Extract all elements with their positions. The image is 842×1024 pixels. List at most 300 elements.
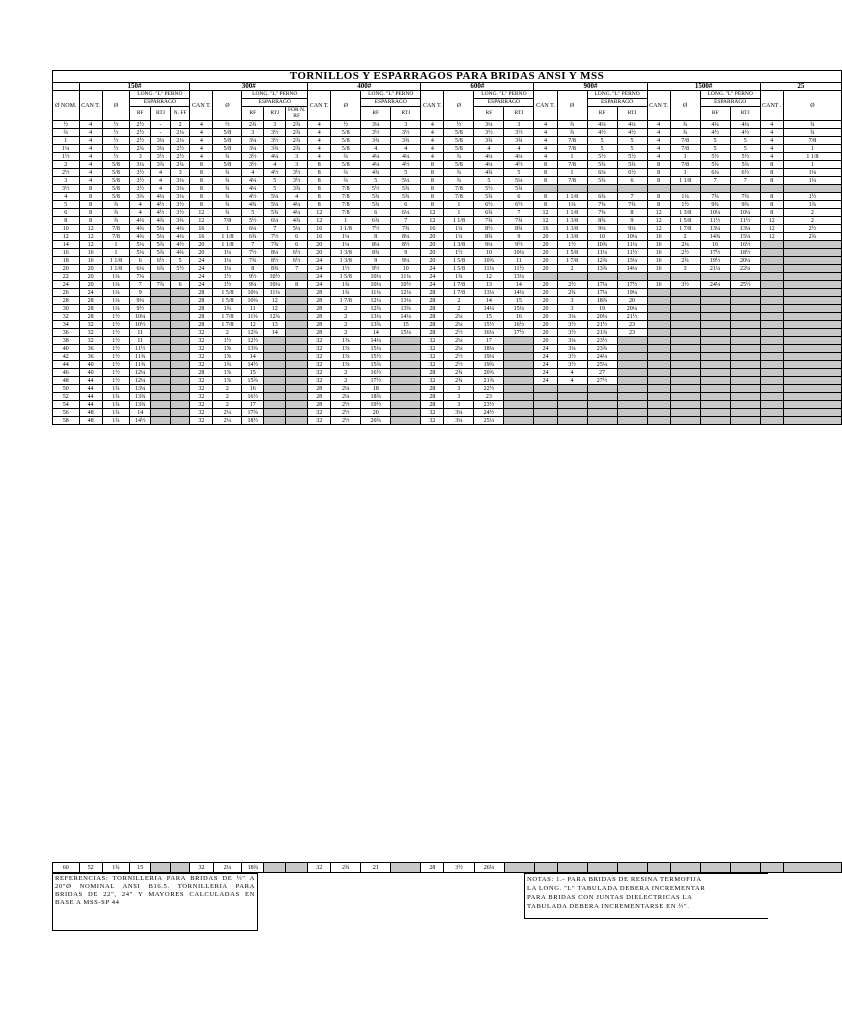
table-cell: 9 bbox=[130, 289, 151, 297]
class-2500-header: 25 bbox=[760, 83, 841, 91]
table-cell: 19½ bbox=[700, 257, 730, 265]
table-cell bbox=[617, 337, 647, 345]
table-cell: 10½ bbox=[264, 273, 286, 281]
stud-header: ESPARRAGO bbox=[361, 99, 421, 107]
table-cell bbox=[700, 377, 730, 385]
table-cell: 11¾ bbox=[130, 353, 151, 361]
table-cell bbox=[504, 361, 534, 369]
diameter-header: Ø bbox=[557, 91, 587, 121]
table-cell: 1½ bbox=[783, 193, 841, 201]
table-cell: 2½ bbox=[670, 249, 700, 257]
table-cell: 2½ bbox=[331, 401, 361, 409]
table-cell: 1½ bbox=[102, 353, 130, 361]
table-cell: 4¼ bbox=[504, 153, 534, 161]
table-cell: 4¾ bbox=[361, 169, 391, 177]
table-cell: 4¼ bbox=[391, 153, 421, 161]
table-cell: 17½ bbox=[700, 249, 730, 257]
table-cell bbox=[647, 337, 670, 345]
table-cell: 8 bbox=[421, 177, 444, 185]
table-cell bbox=[670, 329, 700, 337]
nominal-size-cell: 52 bbox=[53, 393, 80, 401]
table-cell: 28 bbox=[421, 329, 444, 337]
table-cell: 16 bbox=[308, 225, 331, 233]
table-cell: 4½ bbox=[151, 201, 171, 209]
nominal-size-cell: 46 bbox=[53, 369, 80, 377]
table-cell bbox=[670, 321, 700, 329]
table-cell: 1 1/8 bbox=[670, 177, 700, 185]
table-cell: 1 5/8 bbox=[557, 249, 587, 257]
table-cell: 4 bbox=[190, 129, 213, 137]
table-cell bbox=[783, 417, 841, 425]
table-cell: 10¼ bbox=[130, 313, 151, 321]
table-cell bbox=[504, 401, 534, 409]
table-cell: 9¼ bbox=[242, 281, 264, 289]
table-cell: 1½ bbox=[102, 369, 130, 377]
table-cell: 32 bbox=[79, 321, 102, 329]
table-cell: 4½ bbox=[730, 129, 760, 137]
nominal-size-cell: 40 bbox=[53, 345, 80, 353]
table-cell: 6 bbox=[286, 233, 308, 241]
table-cell: 28 bbox=[190, 305, 213, 313]
table-cell: 9¾ bbox=[700, 201, 730, 209]
table-title: TORNILLOS Y ESPARRAGOS PARA BRIDAS ANSI Y MSS bbox=[53, 71, 842, 83]
table-cell: 21½ bbox=[587, 321, 617, 329]
table-cell: 2¼ bbox=[213, 417, 242, 425]
table-cell: 20 bbox=[79, 273, 102, 281]
table-cell: 9 bbox=[391, 249, 421, 257]
table-cell: 2¼ bbox=[331, 393, 361, 401]
nominal-size-cell: 18 bbox=[53, 257, 80, 265]
table-cell: 3¼ bbox=[557, 345, 587, 353]
table-cell: 52 bbox=[79, 863, 102, 873]
table-cell bbox=[170, 289, 190, 297]
table-cell: 32 bbox=[190, 409, 213, 417]
table-cell: 32 bbox=[308, 417, 331, 425]
table-cell: 3¾ bbox=[504, 137, 534, 145]
table-cell: 5/8 bbox=[102, 177, 130, 185]
table-cell: 2½ bbox=[170, 145, 190, 153]
table-cell bbox=[557, 273, 587, 281]
nominal-size-cell: 16 bbox=[53, 249, 80, 257]
table-cell: 9½ bbox=[130, 305, 151, 313]
table-cell: 6¾ bbox=[151, 265, 171, 273]
table-row bbox=[53, 241, 842, 249]
table-cell: 6½ bbox=[151, 257, 171, 265]
table-cell: 3½ bbox=[557, 329, 587, 337]
table-cell: 3½ bbox=[130, 177, 151, 185]
table-cell bbox=[391, 369, 421, 377]
table-cell: 1 7/8 bbox=[557, 257, 587, 265]
table-cell: 10 bbox=[587, 233, 617, 241]
table-cell: 4½ bbox=[170, 241, 190, 249]
table-cell: 11¼ bbox=[587, 249, 617, 257]
table-cell: 2¾ bbox=[170, 161, 190, 169]
table-cell: 3 bbox=[170, 169, 190, 177]
table-cell: 1 bbox=[331, 217, 361, 225]
table-cell: 18¾ bbox=[587, 297, 617, 305]
table-cell: 1 bbox=[670, 153, 700, 161]
table-cell: 16 bbox=[242, 385, 264, 393]
table-cell bbox=[647, 361, 670, 369]
table-cell bbox=[647, 385, 670, 393]
stud-header: ESPARRAGO bbox=[700, 99, 760, 107]
class-400-header: 400# bbox=[308, 83, 421, 91]
table-cell: 1 7/8 bbox=[444, 281, 474, 289]
table-cell: 3 bbox=[264, 121, 286, 129]
table-cell: 4¼ bbox=[361, 153, 391, 161]
table-cell bbox=[700, 337, 730, 345]
table-cell: 20 bbox=[534, 281, 557, 289]
notes-box bbox=[524, 873, 768, 919]
table-cell bbox=[170, 329, 190, 337]
table-cell: 3 bbox=[286, 153, 308, 161]
table-cell: 5/8 bbox=[213, 129, 242, 137]
nominal-size-cell: 5 bbox=[53, 201, 80, 209]
table-cell: 12 bbox=[534, 217, 557, 225]
table-cell: 10¼ bbox=[242, 289, 264, 297]
table-row bbox=[53, 385, 842, 393]
table-cell: 2 bbox=[331, 321, 361, 329]
table-cell: 10¼ bbox=[617, 233, 647, 241]
table-cell: 4 bbox=[286, 193, 308, 201]
table-cell: 21½ bbox=[617, 313, 647, 321]
table-cell: 4 bbox=[190, 137, 213, 145]
table-cell: 11¼ bbox=[474, 265, 504, 273]
table-cell bbox=[783, 409, 841, 417]
table-cell: 12 bbox=[242, 321, 264, 329]
table-cell bbox=[170, 273, 190, 281]
table-cell: 3½ bbox=[444, 863, 474, 873]
table-cell: 32 bbox=[421, 377, 444, 385]
table-cell: 12¼ bbox=[391, 289, 421, 297]
table-cell: 17½ bbox=[361, 377, 391, 385]
table-cell bbox=[170, 401, 190, 409]
table-cell: ¾ bbox=[213, 193, 242, 201]
table-cell: 6½ bbox=[474, 201, 504, 209]
nominal-size-cell: 6 bbox=[53, 209, 80, 217]
table-cell bbox=[617, 185, 647, 193]
table-cell bbox=[700, 305, 730, 313]
table-cell: 3¼ bbox=[170, 193, 190, 201]
table-cell: ¾ bbox=[557, 121, 587, 129]
nominal-size-cell: 60 bbox=[53, 863, 80, 873]
nominal-size-cell: 10 bbox=[53, 225, 80, 233]
table-cell: 6¼ bbox=[391, 209, 421, 217]
class-1500-header: 1500# bbox=[647, 83, 760, 91]
table-cell: ¾ bbox=[331, 177, 361, 185]
table-cell: 7¾ bbox=[587, 201, 617, 209]
table-cell bbox=[760, 313, 783, 321]
table-row bbox=[53, 273, 842, 281]
table-cell: 4 bbox=[557, 369, 587, 377]
table-cell: 1¼ bbox=[670, 193, 700, 201]
table-row bbox=[53, 201, 842, 209]
table-cell: 5¼ bbox=[264, 193, 286, 201]
table-cell: 1 bbox=[557, 169, 587, 177]
table-cell: 3½ bbox=[557, 361, 587, 369]
table-cell: 1 3/8 bbox=[557, 225, 587, 233]
table-cell bbox=[730, 321, 760, 329]
forn-rf-header: FOR N. RF bbox=[286, 107, 308, 121]
table-cell bbox=[670, 337, 700, 345]
table-cell: 23 bbox=[617, 329, 647, 337]
table-cell: 3½ bbox=[242, 153, 264, 161]
table-cell: 24 bbox=[190, 257, 213, 265]
nominal-size-cell: 2½ bbox=[53, 169, 80, 177]
table-cell: 1⅝ bbox=[331, 337, 361, 345]
table-cell: 2¼ bbox=[670, 241, 700, 249]
table-cell: 11¼ bbox=[264, 289, 286, 297]
table-cell: 4½ bbox=[264, 169, 286, 177]
stud-header: ESPARRAGO bbox=[242, 99, 308, 107]
table-cell: 4 bbox=[151, 169, 171, 177]
nominal-size-cell: 3½ bbox=[53, 185, 80, 193]
table-cell: 12¼ bbox=[130, 369, 151, 377]
nominal-size-cell: 1½ bbox=[53, 153, 80, 161]
table-cell: 3½ bbox=[286, 177, 308, 185]
table-cell: 6 bbox=[617, 177, 647, 185]
table-cell: 5¾ bbox=[151, 249, 171, 257]
length-header: LONG. "L" PERNO bbox=[587, 91, 647, 99]
table-cell: 12 bbox=[421, 209, 444, 217]
table-cell: 1½ bbox=[102, 345, 130, 353]
table-cell: 1 3/8 bbox=[331, 249, 361, 257]
nominal-size-cell: 32 bbox=[53, 313, 80, 321]
table-cell: 12¼ bbox=[361, 297, 391, 305]
table-row bbox=[53, 361, 842, 369]
qty-header: CAN T. bbox=[534, 91, 557, 121]
table-cell bbox=[647, 369, 670, 377]
table-cell: 6 bbox=[361, 209, 391, 217]
table-cell bbox=[760, 369, 783, 377]
table-cell: 4 bbox=[190, 145, 213, 153]
table-cell: 8 bbox=[190, 193, 213, 201]
table-cell bbox=[647, 305, 670, 313]
table-cell: 24½ bbox=[474, 409, 504, 417]
table-cell bbox=[670, 289, 700, 297]
table-cell bbox=[783, 321, 841, 329]
table-cell: 2 bbox=[444, 297, 474, 305]
table-cell: 7/8 bbox=[331, 209, 361, 217]
table-cell: 28 bbox=[308, 289, 331, 297]
table-cell bbox=[391, 385, 421, 393]
table-cell: 1¾ bbox=[102, 393, 130, 401]
table-body bbox=[53, 121, 842, 425]
table-cell: 28 bbox=[421, 393, 444, 401]
table-cell bbox=[670, 361, 700, 369]
table-cell: 4½ bbox=[504, 161, 534, 169]
table-cell bbox=[760, 241, 783, 249]
table-cell: 26¼ bbox=[474, 863, 504, 873]
table-cell: 15 bbox=[391, 321, 421, 329]
nominal-size-cell: 2 bbox=[53, 161, 80, 169]
table-cell: 6¼ bbox=[242, 225, 264, 233]
table-cell bbox=[783, 337, 841, 345]
table-cell: 24 bbox=[308, 273, 331, 281]
table-cell bbox=[760, 353, 783, 361]
table-row bbox=[53, 369, 842, 377]
table-cell: 7/8 bbox=[670, 161, 700, 169]
table-cell: 20 bbox=[79, 265, 102, 273]
table-cell: 5½ bbox=[587, 153, 617, 161]
table-cell: 4 bbox=[308, 121, 331, 129]
table-cell: 8 bbox=[308, 169, 331, 177]
table-cell: ¾ bbox=[670, 129, 700, 137]
nominal-diameter-header: Ø NOM. bbox=[53, 91, 80, 121]
table-cell: 6½ bbox=[730, 169, 760, 177]
rtj-header: RTJ bbox=[264, 107, 286, 121]
table-cell: 8 bbox=[617, 209, 647, 217]
table-cell: 20 bbox=[534, 249, 557, 257]
table-cell: 3½ bbox=[151, 153, 171, 161]
table-cell: 5¼ bbox=[264, 201, 286, 209]
table-cell: 28 bbox=[190, 321, 213, 329]
table-cell: 1 1/8 bbox=[213, 241, 242, 249]
table-cell bbox=[170, 863, 190, 873]
table-cell bbox=[587, 385, 617, 393]
table-cell: 4 bbox=[79, 177, 102, 185]
table-cell: 9¼ bbox=[474, 241, 504, 249]
notes-line: NOTAS: 1.- PARA BRIDAS DE RESINA TERMOFIJA bbox=[527, 876, 702, 883]
table-cell: 8¾ bbox=[587, 217, 617, 225]
table-cell: 5¼ bbox=[391, 177, 421, 185]
table-cell: 13¼ bbox=[474, 289, 504, 297]
table-cell bbox=[264, 863, 286, 873]
table-cell: 5½ bbox=[242, 217, 264, 225]
table-cell: 14 bbox=[264, 329, 286, 337]
table-row bbox=[53, 281, 842, 289]
stud-header: ESPARRAGO bbox=[587, 99, 647, 107]
table-cell: 3¼ bbox=[444, 417, 474, 425]
table-cell: 1¾ bbox=[331, 289, 361, 297]
table-cell bbox=[151, 361, 171, 369]
table-cell: 3¼ bbox=[242, 137, 264, 145]
table-cell bbox=[151, 369, 171, 377]
table-row bbox=[53, 145, 842, 153]
nominal-size-cell: 1 bbox=[53, 137, 80, 145]
rf-header: RF bbox=[700, 107, 730, 121]
table-cell: 10¾ bbox=[474, 257, 504, 265]
table-cell: 7 bbox=[286, 265, 308, 273]
table-cell: 1 5/8 bbox=[331, 273, 361, 281]
table-cell: 4 bbox=[391, 145, 421, 153]
table-cell: 5¾ bbox=[700, 161, 730, 169]
nominal-size-cell: 14 bbox=[53, 241, 80, 249]
table-cell: 3½ bbox=[264, 129, 286, 137]
table-cell: 9½ bbox=[504, 241, 534, 249]
table-cell: 2 bbox=[331, 377, 361, 385]
table-cell: 8 bbox=[421, 161, 444, 169]
table-row bbox=[53, 313, 842, 321]
table-cell bbox=[700, 361, 730, 369]
table-cell: 13¾ bbox=[361, 321, 391, 329]
table-cell: 2½ bbox=[783, 225, 841, 233]
table-cell: 5 bbox=[170, 257, 190, 265]
qty-header: CAN T. bbox=[421, 91, 444, 121]
table-cell: 13¼ bbox=[730, 225, 760, 233]
nominal-size-cell: ½ bbox=[53, 121, 80, 129]
table-cell: 8½ bbox=[391, 241, 421, 249]
table-cell: 20 bbox=[190, 249, 213, 257]
table-cell bbox=[617, 369, 647, 377]
table-cell: 7¾ bbox=[700, 193, 730, 201]
nominal-size-cell: 38 bbox=[53, 337, 80, 345]
table-cell bbox=[617, 385, 647, 393]
table-cell: 7¾ bbox=[474, 217, 504, 225]
table-cell: 16¼ bbox=[474, 329, 504, 337]
table-cell: 1 1/8 bbox=[331, 225, 361, 233]
table-cell: 3¼ bbox=[242, 145, 264, 153]
table-cell: 4¾ bbox=[286, 217, 308, 225]
diameter-header: Ø bbox=[213, 91, 242, 121]
table-cell: 18 bbox=[361, 385, 391, 393]
table-cell: 3 bbox=[444, 385, 474, 393]
table-cell bbox=[730, 353, 760, 361]
table-cell: 8 bbox=[79, 217, 102, 225]
table-cell: 32 bbox=[308, 345, 331, 353]
table-cell: 11 bbox=[242, 305, 264, 313]
table-cell: 5 bbox=[730, 137, 760, 145]
table-cell: 4½ bbox=[242, 193, 264, 201]
table-cell: 13¾ bbox=[242, 345, 264, 353]
table-cell: 12 bbox=[264, 297, 286, 305]
table-cell: 1½ bbox=[102, 329, 130, 337]
rf-header: RF bbox=[587, 107, 617, 121]
table-cell: 16 bbox=[504, 313, 534, 321]
table-cell: 27½ bbox=[587, 377, 617, 385]
table-cell: 28 bbox=[190, 297, 213, 305]
table-row bbox=[53, 185, 842, 193]
rtj-header: RTJ bbox=[391, 107, 421, 121]
table-cell: 8 bbox=[308, 193, 331, 201]
table-cell bbox=[730, 329, 760, 337]
table-cell: 7 bbox=[391, 217, 421, 225]
table-row bbox=[53, 417, 842, 425]
table-cell: 22½ bbox=[474, 385, 504, 393]
table-cell: 1½ bbox=[444, 249, 474, 257]
table-cell bbox=[647, 417, 670, 425]
table-cell: 3½ bbox=[361, 129, 391, 137]
table-cell bbox=[783, 249, 841, 257]
table-cell: 5/8 bbox=[213, 161, 242, 169]
table-cell: 2¾ bbox=[331, 863, 361, 873]
table-cell: 5¼ bbox=[286, 225, 308, 233]
table-cell bbox=[783, 353, 841, 361]
table-cell: 4 bbox=[647, 153, 670, 161]
table-cell: 10¼ bbox=[361, 273, 391, 281]
table-cell: 2½ bbox=[557, 281, 587, 289]
table-cell bbox=[391, 377, 421, 385]
table-cell: 4¾ bbox=[474, 169, 504, 177]
table-row bbox=[53, 193, 842, 201]
table-cell: 4 bbox=[534, 129, 557, 137]
table-cell bbox=[170, 377, 190, 385]
table-cell: 20 bbox=[534, 289, 557, 297]
table-cell: 14¼ bbox=[474, 305, 504, 313]
table-cell: 24 bbox=[308, 281, 331, 289]
table-row bbox=[53, 169, 842, 177]
table-cell: 16 bbox=[647, 265, 670, 273]
table-cell: 5¼ bbox=[151, 225, 171, 233]
table-cell: 32 bbox=[308, 409, 331, 417]
table-cell: 8 bbox=[190, 201, 213, 209]
table-cell: 32 bbox=[190, 401, 213, 409]
table-cell: 4 bbox=[361, 145, 391, 153]
table-row bbox=[53, 257, 842, 265]
table-cell: 4¼ bbox=[151, 193, 171, 201]
table-cell: 24 bbox=[534, 361, 557, 369]
table-cell: 5¾ bbox=[391, 185, 421, 193]
